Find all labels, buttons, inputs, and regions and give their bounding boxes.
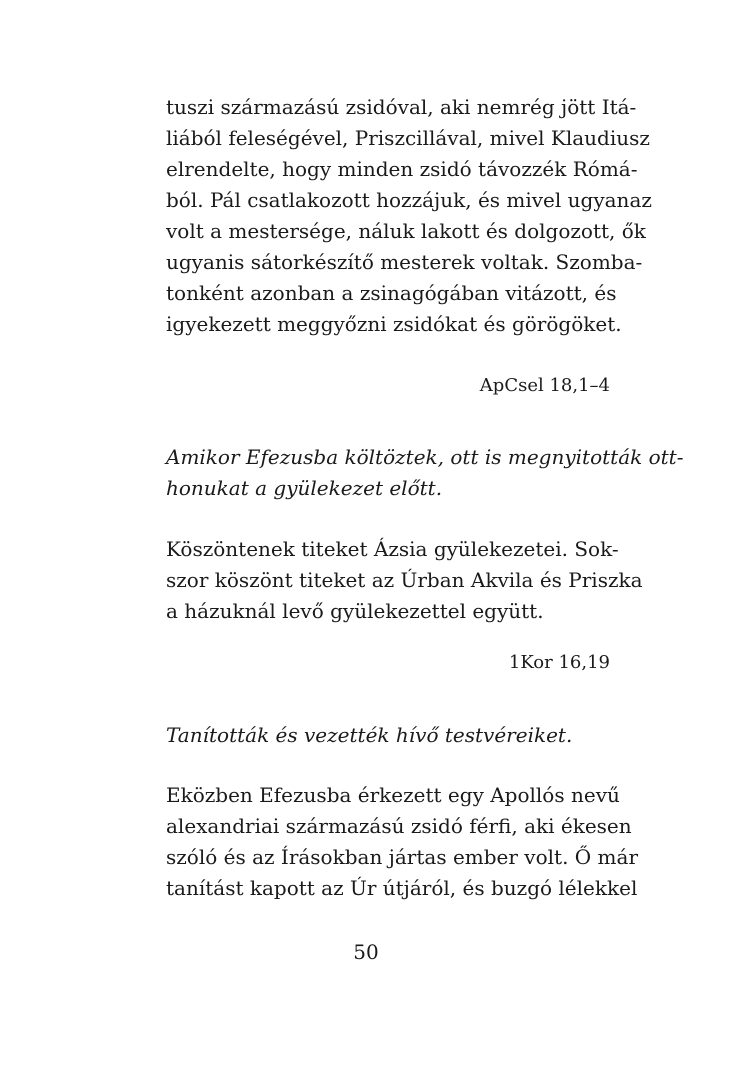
passage-acts-18 bbox=[166, 92, 652, 340]
passage-1cor-16 bbox=[166, 534, 643, 627]
intro-teaching bbox=[166, 720, 610, 751]
text-line: tuszi származású zsidóval, aki nemrég jött Itá- bbox=[166, 95, 637, 119]
intro-line: honukat a gyülekezet előtt. bbox=[166, 476, 443, 500]
text-line: tonként azonban a zsinagógában vitázott, és bbox=[166, 281, 617, 305]
text-line: ugyanis sátorkészítő mesterek voltak. Szomba- bbox=[166, 250, 643, 274]
text-line: Köszöntenek titeket Ázsia gyülekezetei. Sok- bbox=[166, 537, 619, 561]
intro-ephesus-move bbox=[166, 442, 684, 504]
text-line: ból. Pál csatlakozott hozzájuk, és mivel ugyanaz bbox=[166, 188, 652, 212]
text-line: alexandriai származású zsidó férfi, aki ékesen bbox=[166, 814, 632, 838]
reference-1cor: 1Kor 16,19 bbox=[508, 652, 610, 673]
text-line: szor köszönt titeket az Úrban Akvila és Priszka bbox=[166, 568, 643, 592]
text-line: elrendelte, hogy minden zsidó távozzék Rómá- bbox=[166, 157, 638, 181]
text-line: volt a mestersége, náluk lakott és dolgozott, ők bbox=[166, 219, 646, 243]
reference-acts: ApCsel 18,1–4 bbox=[479, 375, 610, 396]
text-line: igyekezett meggyőzni zsidókat és görögöket. bbox=[166, 312, 622, 336]
text-line: liából feleségével, Priszcillával, mivel Klaudiusz bbox=[166, 126, 650, 150]
passage-apollos bbox=[166, 780, 639, 904]
text-line: a házuknál levő gyülekezettel együtt. bbox=[166, 599, 544, 623]
page-number: 50 bbox=[353, 940, 379, 964]
text-line: tanítást kapott az Úr útjáról, és buzgó lélekkel bbox=[166, 876, 638, 900]
intro-line: Tanították és vezették hívő testvéreiket. bbox=[166, 723, 573, 747]
intro-line: Amikor Efezusba költöztek, ott is megnyitották ott- bbox=[166, 445, 684, 469]
text-line: Eközben Efezusba érkezett egy Apollós nevű bbox=[166, 783, 620, 807]
text-line: szóló és az Írásokban jártas ember volt. Ő már bbox=[166, 845, 639, 869]
